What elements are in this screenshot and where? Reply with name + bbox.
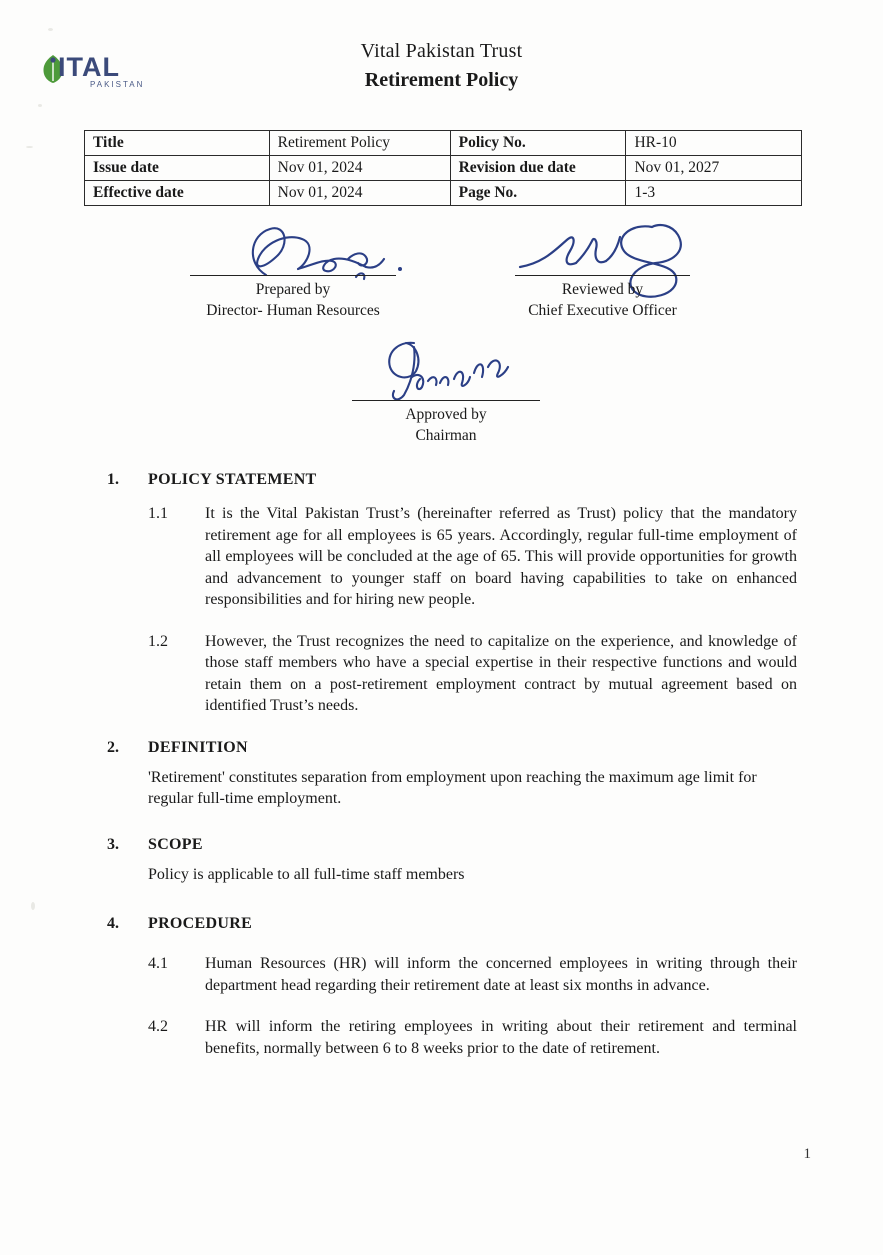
meta-label: Effective date xyxy=(85,181,270,206)
section-procedure xyxy=(0,915,883,1059)
paragraph xyxy=(0,1016,883,1059)
meta-value: 1-3 xyxy=(626,181,802,206)
signature-role: Chairman xyxy=(415,427,477,444)
signature-role: Director- Human Resources xyxy=(206,302,380,319)
table-row xyxy=(85,181,802,206)
signature-action: Prepared by xyxy=(255,281,331,298)
paragraph xyxy=(0,631,883,717)
paragraph-text: It is the Vital Pakistan Trust’s (hereinafter referred as Trust) policy that the mandatory retirement age for all employees is 65 years. Accordingly, regular full-time employment of all employees will be concluded at the age of 65. This will provide opportunities for growth and advancement to younger staff on board having capabilities to take on enhanced responsibilities and for hiring new people. xyxy=(205,505,797,608)
signature-approved-by xyxy=(352,400,540,446)
paragraph-text: 'Retirement' constitutes separation from employment upon reaching the maximum age limit for regular full-time employment. xyxy=(148,768,757,807)
logo-wordmark: ITAL xyxy=(58,52,120,82)
document-meta-table xyxy=(84,130,802,206)
page-title: Retirement Policy xyxy=(364,69,519,91)
paragraph-number: 4.2 xyxy=(148,1018,168,1035)
section-heading: POLICY STATEMENT xyxy=(148,471,317,488)
paragraph xyxy=(0,503,883,611)
scan-speck xyxy=(38,104,42,107)
signature-line xyxy=(190,275,396,276)
table-row xyxy=(85,156,802,181)
signature-prepared-by xyxy=(190,275,396,321)
meta-value: HR-10 xyxy=(626,131,802,156)
meta-label: Revision due date xyxy=(450,156,626,181)
meta-value: Nov 01, 2024 xyxy=(269,156,450,181)
paragraph-number: 1.2 xyxy=(148,632,168,650)
section-heading: PROCEDURE xyxy=(148,915,253,932)
signature-role: Chief Executive Officer xyxy=(528,302,677,319)
paragraph-number: 1.1 xyxy=(148,505,168,522)
paragraph-text: Human Resources (HR) will inform the concerned employees in writing through their department head regarding their retirement date at least six months in advance. xyxy=(205,955,797,994)
meta-label: Issue date xyxy=(85,156,270,181)
signature-action: Reviewed by xyxy=(561,281,644,298)
organization-name: Vital Pakistan Trust xyxy=(360,40,523,62)
meta-label: Policy No. xyxy=(450,131,626,156)
document-body xyxy=(0,455,883,1059)
signature-action: Approved by xyxy=(405,406,487,423)
signature-line xyxy=(352,400,540,401)
section-policy-statement xyxy=(0,471,883,717)
scan-speck xyxy=(26,146,33,148)
scan-speck xyxy=(48,28,53,31)
signature-approved-by-ink xyxy=(378,333,528,405)
document-header xyxy=(0,40,883,92)
signature-reviewed-by xyxy=(515,275,690,321)
paragraph-number: 4.1 xyxy=(148,955,168,972)
section-heading: DEFINITION xyxy=(148,738,248,756)
meta-value: Retirement Policy xyxy=(269,131,450,156)
paragraph xyxy=(0,953,883,996)
meta-value: Nov 01, 2024 xyxy=(269,181,450,206)
logo-subtext: PAKISTAN xyxy=(90,80,145,89)
table-row xyxy=(85,131,802,156)
paragraph-text: However, the Trust recognizes the need to capitalize on the experience, and knowledge of those staff members who have a special expertise in their respective functions and would retain them on a post-retirement employment contract by mutual agreement based on identified Trust’s needs. xyxy=(205,632,797,714)
section-heading: SCOPE xyxy=(148,835,203,853)
page-number: 1 xyxy=(803,1146,811,1162)
paragraph-text: Policy is applicable to all full-time staff members xyxy=(148,865,465,883)
signature-block xyxy=(0,215,883,444)
section-number: 4. xyxy=(107,915,119,932)
section-number: 1. xyxy=(107,471,119,488)
signature-line xyxy=(515,275,690,276)
section-definition xyxy=(0,739,883,810)
section-number: 3. xyxy=(107,835,119,853)
section-scope xyxy=(0,836,883,886)
meta-label: Page No. xyxy=(450,181,626,206)
meta-label: Title xyxy=(85,131,270,156)
meta-value: Nov 01, 2027 xyxy=(626,156,802,181)
paragraph-text: HR will inform the retiring employees in writing about their retirement and terminal benefits, normally between 6 to 8 weeks prior to the date of retirement. xyxy=(205,1018,797,1057)
section-number: 2. xyxy=(107,738,119,756)
